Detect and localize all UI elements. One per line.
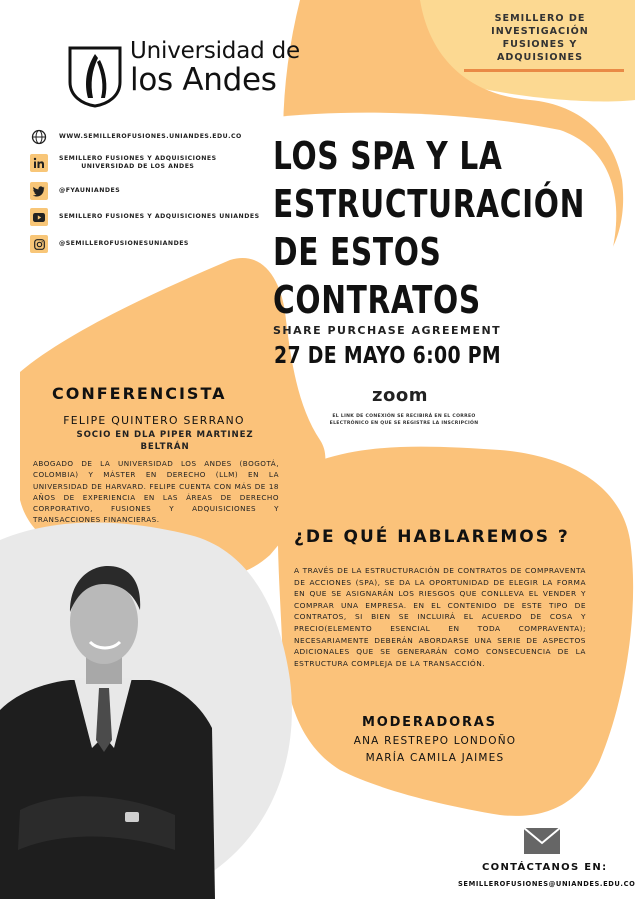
linkedin-icon xyxy=(30,154,48,172)
university-name-line2: los Andes xyxy=(130,62,277,98)
contact-instagram[interactable] xyxy=(30,235,189,253)
semillero-line3: FUSIONES Y xyxy=(502,39,578,50)
university-logo-icon xyxy=(66,44,124,108)
talk-heading: ¿DE QUÉ HABLAREMOS ? xyxy=(294,527,570,547)
semillero-underline xyxy=(464,69,624,72)
university-name xyxy=(130,40,300,96)
speaker-name: FELIPE QUINTERO SERRANO xyxy=(63,414,245,427)
event-title-line3: DE ESTOS xyxy=(273,230,442,274)
semillero-line2: INVESTIGACIÓN xyxy=(491,26,589,37)
speaker-role xyxy=(40,429,290,453)
contact-email[interactable]: SEMILLEROFUSIONES@UNIANDES.EDU.CO xyxy=(458,880,635,888)
twitter-icon xyxy=(30,182,48,200)
event-title xyxy=(273,132,586,324)
contact-linkedin-line1: SEMILLERO FUSIONES Y ADQUISICIONES xyxy=(59,154,217,162)
globe-icon xyxy=(30,128,48,146)
speaker-bio: ABOGADO DE LA UNIVERSIDAD LOS ANDES (BOGOTÁ, COLOMBIA) Y MÁSTER EN DERECHO (LLM) EN LA UNIVERSIDAD DE HARVARD. FELIPE CUENTA CON MÁS DE 18 AÑOS DE EXPERIENCIA EN LAS ÁREAS DE DERECHO CORPORATIVO, FUSIONES Y ADQUISICIONES Y TRANSACCIONES FINANCIERAS. xyxy=(33,459,279,525)
photo-watch xyxy=(125,812,139,822)
university-name-line1: Universidad de xyxy=(130,38,300,64)
moderator-name-1: ANA RESTREPO LONDOÑO xyxy=(353,735,517,747)
contact-linkedin-line2: UNIVERSIDAD DE LOS ANDES xyxy=(81,163,195,170)
speaker-role-line2: BELTRÁN xyxy=(140,442,190,452)
contact-youtube-text: SEMILLERO FUSIONES Y ADQUISICIONES UNIANDES xyxy=(59,212,260,220)
contact-instagram-text: @SEMILLEROFUSIONESUNIANDES xyxy=(59,239,189,247)
contact-linkedin[interactable] xyxy=(30,154,217,172)
semillero-line4: ADQUISIONES xyxy=(496,52,584,63)
youtube-icon xyxy=(30,208,48,226)
zoom-note-line2: ELECTRÓNICO EN QUE SE REGISTRE LA INSCRIPCIÓN xyxy=(329,421,479,426)
contact-twitter[interactable] xyxy=(30,182,120,200)
event-title-line1: LOS SPA Y LA xyxy=(273,134,503,178)
semillero-badge xyxy=(470,12,610,64)
zoom-note-line1: EL LINK DE CONEXIÓN SE RECIBIRÁ EN EL CORREO xyxy=(332,414,476,419)
moderator-name-2: MARÍA CAMILA JAIMES xyxy=(365,752,505,764)
contact-website[interactable] xyxy=(30,128,242,146)
event-subtitle: SHARE PURCHASE AGREEMENT xyxy=(273,324,502,337)
contact-youtube[interactable] xyxy=(30,208,260,226)
event-date: 27 DE MAYO 6:00 PM xyxy=(274,343,502,369)
speaker-role-line1: SOCIO EN DLA PIPER MARTINEZ xyxy=(76,430,254,440)
mail-icon[interactable] xyxy=(524,828,560,854)
zoom-note xyxy=(318,413,490,427)
contact-heading: CONTÁCTANOS EN: xyxy=(482,862,608,873)
moderators-heading: MODERADORAS xyxy=(362,715,497,730)
talk-description: A TRAVÉS DE LA ESTRUCTURACIÓN DE CONTRATOS DE COMPRAVENTA DE ACCIONES (SPA), SE DA LA OPORTUNIDAD DE ELEGIR LA FORMA EN QUE SE ASIGNARÁN LOS RIESGOS QUE CONLLEVA EL VENDER Y COMPRAR UNA EMPRESA. EN EL CONTENIDO DE ESTE TIPO DE CONTRATOS, SI BIEN SE INCLUIRÁ EL ACUERDO DE COSA Y PRECIO(ELEMENTO ESENCIAL EN TODA COMPRAVENTA); NECESARIAMENTE DEBERÁN ABORDARSE UNA SERIE DE ASPECTOS ADICIONALES QUE SE GENERARÁN COMO CONSECUENCIA DE LA ESTRUCTURA COMPLEJA DE LA TRANSACCIÓN. xyxy=(294,566,586,668)
event-title-line4: CONTRATOS xyxy=(273,278,481,322)
zoom-logo: zoom xyxy=(372,385,428,406)
event-title-line2: ESTRUCTURACIÓN xyxy=(273,182,586,226)
speaker-heading: CONFERENCISTA xyxy=(52,384,227,403)
semillero-line1: SEMILLERO DE xyxy=(494,13,586,24)
contact-linkedin-text xyxy=(59,155,217,172)
contact-twitter-text: @FYAUNIANDES xyxy=(59,186,121,194)
speaker-photo xyxy=(0,560,215,899)
instagram-icon xyxy=(30,235,48,253)
contact-website-text: WWW.SEMILLEROFUSIONES.UNIANDES.EDU.CO xyxy=(59,132,242,140)
